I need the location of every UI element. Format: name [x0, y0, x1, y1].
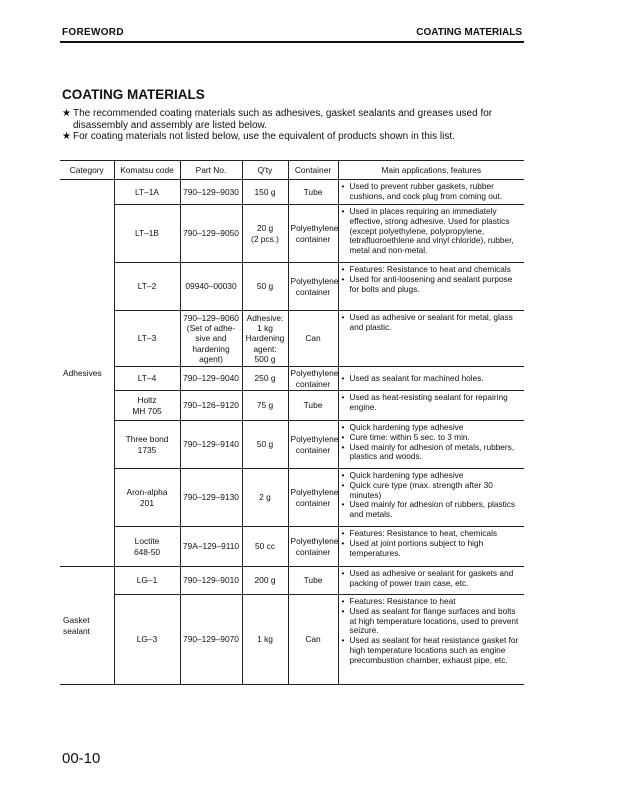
application-text: Used as heat-resisting sealant for repairing engine. [349, 392, 508, 412]
application-item [342, 636, 523, 665]
part-cell: 790–129–9040 [180, 367, 242, 391]
code-cell: LG–3 [114, 595, 180, 685]
application-item [342, 443, 523, 463]
qty-line: 1 kg [257, 323, 273, 334]
applications-cell [338, 595, 524, 685]
table-row [60, 595, 524, 685]
header-topic: COATING MATERIALS [416, 27, 522, 38]
code-cell: LT–3 [114, 311, 180, 367]
application-text: Features: Resistance to heat, chemicals [349, 528, 498, 538]
bullet: • [341, 605, 345, 616]
code-cell: LT–2 [114, 263, 180, 311]
part-cell: 790–129–9030 [180, 180, 242, 205]
applications-cell [338, 311, 524, 367]
star-icon: ★ [62, 131, 71, 142]
part-cell: 790–129–9070 [180, 595, 242, 685]
part-line: sive and [195, 333, 227, 344]
column-header-part: Part No. [180, 161, 242, 180]
code-cell [114, 391, 180, 421]
bullet: • [341, 392, 345, 402]
part-cell: 79A–129–9110 [180, 527, 242, 567]
container-value: Polyethylene [290, 276, 339, 287]
page-header [60, 27, 524, 43]
category-label-line1: Gasket [63, 615, 90, 626]
container-cell [288, 527, 338, 567]
container-cell [288, 469, 338, 527]
container-cell [288, 263, 338, 311]
table-row [60, 311, 524, 367]
table-row [60, 567, 524, 595]
bullet: • [341, 273, 345, 284]
container-value-line2: container [295, 286, 331, 297]
table-row [60, 469, 524, 527]
application-item [342, 275, 523, 295]
container-value: Polyethylene [290, 434, 339, 445]
table-row [60, 367, 524, 391]
bullet: • [341, 372, 345, 383]
applications-cell [338, 367, 524, 391]
code-value: Aron-alpha [126, 487, 168, 498]
container-cell: Can [288, 311, 338, 367]
container-value-line2: container [295, 546, 331, 557]
application-text: Used as adhesive or sealant for metal, glass and plastic. [349, 312, 513, 332]
code-value-line2: 648-50 [133, 546, 161, 557]
intro-note [62, 108, 524, 120]
code-value: Holtz [137, 395, 157, 406]
code-cell: LG–1 [114, 567, 180, 595]
applications-cell [338, 391, 524, 421]
bullet: • [341, 441, 345, 452]
category-adhesives: Adhesives [63, 367, 102, 378]
code-cell [114, 421, 180, 469]
applications-cell [338, 263, 524, 311]
application-item [342, 393, 523, 413]
bullet: • [341, 635, 345, 646]
qty-cell: 250 g [242, 367, 288, 391]
qty-cell: 50 cc [242, 527, 288, 567]
part-line: (Set of adhe- [186, 323, 236, 334]
bullet: • [341, 528, 345, 538]
bullet: • [341, 431, 345, 442]
table-row [60, 263, 524, 311]
bullet: • [341, 422, 345, 432]
application-item [342, 481, 523, 501]
table-row [60, 391, 524, 421]
part-cell: 790–126–9120 [180, 391, 242, 421]
application-text: Quick hardening type adhesive [349, 470, 464, 480]
part-line: agent) [199, 353, 223, 364]
column-header-applications: Main applications, features [338, 161, 524, 180]
container-value-line2: container [295, 233, 331, 244]
table-row [60, 421, 524, 469]
page-title: COATING MATERIALS [62, 87, 205, 102]
bullet: • [341, 537, 345, 548]
qty-note: (2 pcs.) [251, 233, 279, 244]
part-cell: 790–129–9130 [180, 469, 242, 527]
star-icon: ★ [62, 108, 71, 119]
qty-cell: 75 g [242, 391, 288, 421]
application-text: Used mainly for adhesion of rubbers, plastics and metals. [349, 499, 516, 520]
bullet: • [341, 312, 345, 322]
application-text: Used at joint portions subject to high temperatures. [349, 537, 484, 558]
container-cell: Tube [288, 567, 338, 595]
table-row [60, 205, 524, 263]
bullet: • [341, 596, 345, 606]
application-item [342, 313, 523, 333]
part-cell: 09940–00030 [180, 263, 242, 311]
container-cell: Can [288, 595, 338, 685]
application-text: Quick cure type (max. strength after 30 minutes) [349, 479, 493, 500]
category-cell [60, 567, 114, 685]
container-cell: Tube [288, 391, 338, 421]
applications-cell [338, 180, 524, 205]
intro-note [62, 131, 524, 143]
applications-cell [338, 421, 524, 469]
category-cell [60, 180, 114, 567]
application-text: Used as adhesive or sealant for gaskets and packing of power train case, etc. [349, 568, 514, 588]
qty-line: agent: [253, 343, 277, 354]
qty-cell: 200 g [242, 567, 288, 595]
container-value-line2: container [295, 378, 331, 389]
application-text: Used for anti-loosening and sealant purpose for bolts and plugs. [349, 273, 513, 294]
category-gasket-sealant [63, 615, 112, 635]
part-cell: 790–129–9140 [180, 421, 242, 469]
code-cell: LT–4 [114, 367, 180, 391]
part-line: hardening [192, 343, 230, 354]
bullet: • [341, 470, 345, 480]
applications-cell [338, 527, 524, 567]
application-item [342, 207, 523, 256]
bullet: • [341, 499, 345, 510]
application-text: Quick hardening type adhesive [349, 422, 464, 432]
container-value-line2: container [295, 497, 331, 508]
part-line: 790–129–9060 [183, 312, 239, 323]
code-cell [114, 469, 180, 527]
application-item [342, 569, 523, 589]
application-text: Used mainly for adhesion of metals, rubbers, plastics and woods. [349, 441, 515, 462]
code-cell: LT–1A [114, 180, 180, 205]
intro-note-text: For coating materials not listed below, use the equivalent of products shown in this list. [73, 131, 455, 142]
qty-cell: 50 g [242, 421, 288, 469]
application-item [342, 374, 523, 384]
application-item [342, 607, 523, 636]
application-text: Features: Resistance to heat and chemicals [349, 264, 511, 274]
code-value-line2: 201 [140, 497, 154, 508]
application-text: Used as sealant for machined holes. [349, 372, 484, 383]
qty-line: Adhesive: [246, 312, 284, 323]
category-label-line2: sealant [63, 625, 91, 636]
intro-notes [62, 108, 524, 143]
table-row [60, 527, 524, 567]
container-value-line2: container [295, 444, 331, 455]
code-cell: LT–1B [114, 205, 180, 263]
applications-cell [338, 567, 524, 595]
table-header-row [60, 161, 524, 180]
code-cell [114, 527, 180, 567]
bullet: • [341, 479, 345, 490]
part-cell [180, 311, 242, 367]
code-value-line2: 1735 [137, 444, 157, 455]
application-text: Used in places requiring an immediately effective, strong adhesive. Used for plastics (except polyethylene, polypropylene, tetrafluoroethlene and vinyl chloride), rubber, metal and non-metal. [349, 206, 514, 256]
qty-cell [242, 311, 288, 367]
intro-note-continued: disassembly and assembly are listed below. [73, 119, 267, 131]
code-value-line2: MH 705 [132, 405, 162, 416]
qty-cell: 1 kg [242, 595, 288, 685]
column-header-qty: Q'ty [242, 161, 288, 180]
container-value: Polyethylene [290, 487, 339, 498]
coating-materials-table [60, 160, 524, 685]
bullet: • [341, 206, 345, 216]
bullet: • [341, 568, 345, 578]
page-number: 00-10 [62, 750, 101, 767]
application-item [342, 539, 523, 559]
container-cell [288, 367, 338, 391]
column-header-category: Category [60, 161, 114, 180]
container-value: Polyethylene [290, 368, 339, 379]
header-section: FOREWORD [62, 27, 124, 38]
applications-cell [338, 205, 524, 263]
qty-line: 500 g [254, 353, 276, 364]
qty-cell: 150 g [242, 180, 288, 205]
intro-note-text: The recommended coating materials such as adhesives, gasket sealants and greases used for [73, 108, 493, 119]
application-text: Features: Resistance to heat [349, 596, 456, 606]
container-cell: Tube [288, 180, 338, 205]
application-text: Used to prevent rubber gaskets, rubber cushions, and cock plug from coming out. [349, 181, 503, 201]
container-value: Polyethylene [290, 536, 339, 547]
column-header-code: Komatsu code [114, 161, 180, 180]
applications-cell [338, 469, 524, 527]
container-cell [288, 205, 338, 263]
qty-value: 20 g [256, 223, 274, 234]
container-value: Polyethylene [290, 223, 339, 234]
code-value: Loctite [134, 536, 160, 547]
qty-cell: 2 g [242, 469, 288, 527]
bullet: • [341, 264, 345, 274]
application-text: Used as sealant for heat resistance gasket for high temperature locations such as engine precombustion chamber, exhaust pipe, etc. [349, 635, 519, 665]
bullet: • [341, 181, 345, 191]
qty-line: Hardening [245, 333, 285, 344]
application-text: Used as sealant for flange surfaces and bolts at high temperature locations, used to prevent seizure. [349, 605, 519, 636]
application-item [342, 182, 523, 202]
table-row [60, 180, 524, 205]
column-header-container: Container [288, 161, 338, 180]
qty-cell [242, 205, 288, 263]
code-value: Three bond [125, 434, 169, 445]
application-item [342, 500, 523, 520]
qty-cell: 50 g [242, 263, 288, 311]
application-text: Cure time: within 5 sec. to 3 min. [349, 431, 470, 442]
part-cell: 790–129–9050 [180, 205, 242, 263]
container-cell [288, 421, 338, 469]
part-cell: 790–129–9010 [180, 567, 242, 595]
